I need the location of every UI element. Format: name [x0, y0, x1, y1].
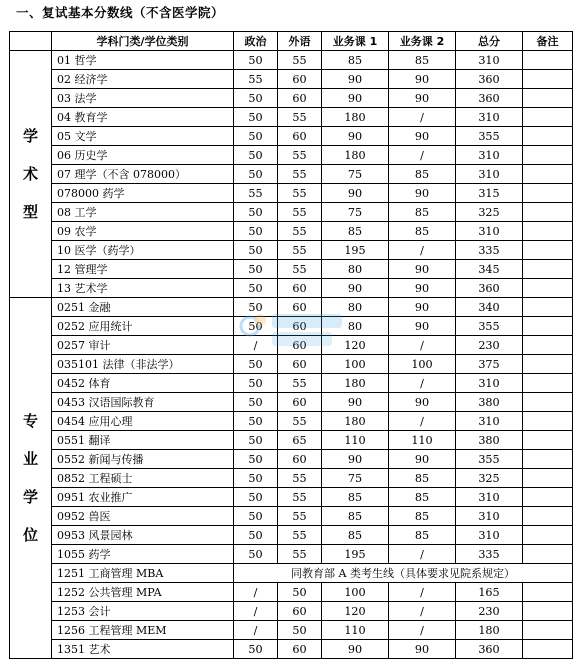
- total-cell: 230: [456, 336, 523, 355]
- course2-cell: 85: [389, 507, 456, 526]
- course1-cell: 100: [322, 355, 389, 374]
- note-cell: [523, 108, 573, 127]
- subject-cell: 035101 法律（非法学）: [52, 355, 234, 374]
- table-row: [10, 583, 573, 602]
- politics-cell: 50: [234, 51, 278, 70]
- note-cell: [523, 260, 573, 279]
- subject-cell: 1256 工程管理 MEM: [52, 621, 234, 640]
- subject-cell: 0454 应用心理: [52, 412, 234, 431]
- subject-cell: 07 理学（不含 078000）: [52, 165, 234, 184]
- group-label-char: 学: [22, 488, 38, 506]
- course2-cell: 90: [389, 298, 456, 317]
- table-row: [10, 222, 573, 241]
- note-cell: [523, 526, 573, 545]
- total-cell: 375: [456, 355, 523, 374]
- subject-cell: 0952 兽医: [52, 507, 234, 526]
- language-cell: 55: [278, 374, 322, 393]
- page-heading: 一、复试基本分数线（不含医学院）: [16, 5, 225, 20]
- header-group-cell: [10, 32, 52, 51]
- politics-cell: 50: [234, 165, 278, 184]
- note-cell: [523, 127, 573, 146]
- politics-cell: 50: [234, 355, 278, 374]
- language-cell: 60: [278, 602, 322, 621]
- language-cell: 55: [278, 165, 322, 184]
- politics-cell: 50: [234, 488, 278, 507]
- note-cell: [523, 640, 573, 659]
- table-row: [10, 260, 573, 279]
- table-row: [10, 184, 573, 203]
- table-row: [10, 317, 573, 336]
- course1-cell: 85: [322, 51, 389, 70]
- total-cell: 165: [456, 583, 523, 602]
- table-header-row: [10, 32, 573, 51]
- language-cell: 55: [278, 526, 322, 545]
- note-cell: [523, 298, 573, 317]
- subject-cell: 1251 工商管理 MBA: [52, 564, 234, 583]
- course2-cell: /: [389, 241, 456, 260]
- language-cell: 50: [278, 583, 322, 602]
- course1-cell: 75: [322, 469, 389, 488]
- subject-cell: 0953 风景园林: [52, 526, 234, 545]
- subject-cell: 03 法学: [52, 89, 234, 108]
- course1-cell: 110: [322, 431, 389, 450]
- table-body: [10, 51, 573, 659]
- note-cell: [523, 184, 573, 203]
- course1-cell: 90: [322, 279, 389, 298]
- course2-cell: 85: [389, 51, 456, 70]
- politics-cell: 50: [234, 279, 278, 298]
- politics-cell: 50: [234, 374, 278, 393]
- header-subject: 学科门类/学位类别: [52, 32, 234, 51]
- politics-cell: /: [234, 621, 278, 640]
- course2-cell: 90: [389, 393, 456, 412]
- table-row: [10, 374, 573, 393]
- language-cell: 55: [278, 507, 322, 526]
- total-cell: 345: [456, 260, 523, 279]
- course2-cell: /: [389, 621, 456, 640]
- total-cell: 360: [456, 70, 523, 89]
- note-cell: [523, 488, 573, 507]
- table-row: [10, 640, 573, 659]
- course2-cell: 90: [389, 260, 456, 279]
- course1-cell: 90: [322, 184, 389, 203]
- language-cell: 60: [278, 393, 322, 412]
- note-cell: [523, 545, 573, 564]
- group-label-char: 专: [22, 412, 38, 430]
- table-row: [10, 146, 573, 165]
- note-cell: [523, 431, 573, 450]
- course1-cell: 85: [322, 488, 389, 507]
- header-total: 总分: [456, 32, 523, 51]
- subject-cell: 0257 审计: [52, 336, 234, 355]
- course2-cell: 85: [389, 222, 456, 241]
- note-cell: [523, 412, 573, 431]
- score-table: [9, 31, 573, 659]
- note-cell: [523, 279, 573, 298]
- subject-cell: 0453 汉语国际教育: [52, 393, 234, 412]
- total-cell: 310: [456, 412, 523, 431]
- table-row: [10, 70, 573, 89]
- course2-cell: 110: [389, 431, 456, 450]
- politics-cell: 55: [234, 70, 278, 89]
- language-cell: 55: [278, 51, 322, 70]
- total-cell: 310: [456, 222, 523, 241]
- note-cell: [523, 146, 573, 165]
- course2-cell: 85: [389, 469, 456, 488]
- note-cell: [523, 393, 573, 412]
- total-cell: 355: [456, 317, 523, 336]
- language-cell: 60: [278, 450, 322, 469]
- total-cell: 230: [456, 602, 523, 621]
- total-cell: 325: [456, 203, 523, 222]
- table-row: [10, 621, 573, 640]
- politics-cell: 50: [234, 431, 278, 450]
- table-row: [10, 393, 573, 412]
- table-row: [10, 412, 573, 431]
- subject-cell: 12 管理学: [52, 260, 234, 279]
- language-cell: 55: [278, 203, 322, 222]
- subject-cell: 10 医学（药学）: [52, 241, 234, 260]
- table-row: [10, 602, 573, 621]
- table-row: [10, 203, 573, 222]
- note-cell: [523, 89, 573, 108]
- politics-cell: 50: [234, 203, 278, 222]
- politics-cell: 50: [234, 640, 278, 659]
- course1-cell: 80: [322, 260, 389, 279]
- subject-cell: 0951 农业推广: [52, 488, 234, 507]
- language-cell: 60: [278, 127, 322, 146]
- note-cell: [523, 374, 573, 393]
- course2-cell: 85: [389, 526, 456, 545]
- politics-cell: 50: [234, 469, 278, 488]
- course2-cell: /: [389, 583, 456, 602]
- group-label-char: 型: [22, 203, 38, 221]
- total-cell: 360: [456, 89, 523, 108]
- group-label-char: 术: [22, 165, 38, 183]
- subject-cell: 1253 会计: [52, 602, 234, 621]
- table-row: [10, 355, 573, 374]
- group-label-professional: [10, 298, 52, 659]
- subject-cell: 0452 体育: [52, 374, 234, 393]
- subject-cell: 05 文学: [52, 127, 234, 146]
- course1-cell: 100: [322, 583, 389, 602]
- subject-cell: 02 经济学: [52, 70, 234, 89]
- course2-cell: 90: [389, 317, 456, 336]
- course2-cell: /: [389, 374, 456, 393]
- language-cell: 55: [278, 108, 322, 127]
- note-cell: [523, 222, 573, 241]
- header-language: 外语: [278, 32, 322, 51]
- table-row: [10, 279, 573, 298]
- table-row: [10, 165, 573, 184]
- language-cell: 60: [278, 279, 322, 298]
- subject-cell: 09 农学: [52, 222, 234, 241]
- total-cell: 335: [456, 545, 523, 564]
- note-cell: [523, 355, 573, 374]
- table-row: [10, 507, 573, 526]
- politics-cell: 50: [234, 450, 278, 469]
- course2-cell: 90: [389, 279, 456, 298]
- group-label-char: 学: [22, 127, 38, 145]
- note-cell: [523, 469, 573, 488]
- subject-cell: 0252 应用统计: [52, 317, 234, 336]
- table-row: [10, 488, 573, 507]
- course2-cell: 90: [389, 640, 456, 659]
- total-cell: 310: [456, 108, 523, 127]
- politics-cell: 50: [234, 298, 278, 317]
- total-cell: 310: [456, 526, 523, 545]
- language-cell: 65: [278, 431, 322, 450]
- course1-cell: 180: [322, 146, 389, 165]
- language-cell: 55: [278, 184, 322, 203]
- header-course2: 业务课 2: [389, 32, 456, 51]
- merged-note-cell: 同教育部 A 类考生线（具体要求见院系规定）: [234, 564, 573, 583]
- total-cell: 380: [456, 431, 523, 450]
- table-row: [10, 545, 573, 564]
- course2-cell: /: [389, 602, 456, 621]
- course2-cell: /: [389, 336, 456, 355]
- politics-cell: /: [234, 336, 278, 355]
- table-row: [10, 450, 573, 469]
- note-cell: [523, 51, 573, 70]
- note-cell: [523, 241, 573, 260]
- course2-cell: 90: [389, 70, 456, 89]
- total-cell: 380: [456, 393, 523, 412]
- politics-cell: 50: [234, 317, 278, 336]
- subject-cell: 078000 药学: [52, 184, 234, 203]
- table-row: [10, 51, 573, 70]
- course1-cell: 110: [322, 621, 389, 640]
- subject-cell: 1252 公共管理 MPA: [52, 583, 234, 602]
- language-cell: 55: [278, 222, 322, 241]
- course1-cell: 90: [322, 127, 389, 146]
- politics-cell: 50: [234, 108, 278, 127]
- politics-cell: 50: [234, 146, 278, 165]
- total-cell: 360: [456, 279, 523, 298]
- table-row: [10, 89, 573, 108]
- note-cell: [523, 70, 573, 89]
- table-row: [10, 431, 573, 450]
- note-cell: [523, 450, 573, 469]
- note-cell: [523, 317, 573, 336]
- course1-cell: 85: [322, 222, 389, 241]
- table-row: [10, 108, 573, 127]
- course1-cell: 180: [322, 374, 389, 393]
- table-row: [10, 564, 573, 583]
- language-cell: 55: [278, 545, 322, 564]
- course2-cell: 90: [389, 89, 456, 108]
- note-cell: [523, 165, 573, 184]
- course2-cell: /: [389, 108, 456, 127]
- politics-cell: 55: [234, 184, 278, 203]
- course1-cell: 90: [322, 640, 389, 659]
- course2-cell: /: [389, 412, 456, 431]
- politics-cell: 50: [234, 412, 278, 431]
- course1-cell: 75: [322, 203, 389, 222]
- course1-cell: 90: [322, 89, 389, 108]
- course1-cell: 180: [322, 412, 389, 431]
- politics-cell: 50: [234, 507, 278, 526]
- course1-cell: 85: [322, 526, 389, 545]
- note-cell: [523, 336, 573, 355]
- table-row: [10, 127, 573, 146]
- language-cell: 60: [278, 298, 322, 317]
- politics-cell: 50: [234, 89, 278, 108]
- language-cell: 55: [278, 488, 322, 507]
- language-cell: 55: [278, 146, 322, 165]
- subject-cell: 0852 工程硕士: [52, 469, 234, 488]
- politics-cell: 50: [234, 393, 278, 412]
- table-row: [10, 526, 573, 545]
- total-cell: 325: [456, 469, 523, 488]
- politics-cell: 50: [234, 127, 278, 146]
- politics-cell: 50: [234, 222, 278, 241]
- total-cell: 310: [456, 165, 523, 184]
- subject-cell: 13 艺术学: [52, 279, 234, 298]
- politics-cell: /: [234, 602, 278, 621]
- total-cell: 355: [456, 450, 523, 469]
- group-label-char: 位: [22, 526, 38, 544]
- header-politics: 政治: [234, 32, 278, 51]
- course2-cell: /: [389, 545, 456, 564]
- course1-cell: 180: [322, 108, 389, 127]
- course2-cell: 90: [389, 127, 456, 146]
- language-cell: 55: [278, 260, 322, 279]
- politics-cell: 50: [234, 260, 278, 279]
- course2-cell: 85: [389, 165, 456, 184]
- total-cell: 310: [456, 488, 523, 507]
- language-cell: 60: [278, 70, 322, 89]
- note-cell: [523, 621, 573, 640]
- total-cell: 310: [456, 374, 523, 393]
- course1-cell: 90: [322, 450, 389, 469]
- course1-cell: 90: [322, 70, 389, 89]
- total-cell: 355: [456, 127, 523, 146]
- course2-cell: 90: [389, 450, 456, 469]
- course1-cell: 80: [322, 317, 389, 336]
- course1-cell: 80: [322, 298, 389, 317]
- header-note: 备注: [523, 32, 573, 51]
- group-label-academic: [10, 51, 52, 298]
- subject-cell: 1055 药学: [52, 545, 234, 564]
- language-cell: 55: [278, 469, 322, 488]
- language-cell: 60: [278, 355, 322, 374]
- subject-cell: 04 教育学: [52, 108, 234, 127]
- total-cell: 180: [456, 621, 523, 640]
- course2-cell: 85: [389, 488, 456, 507]
- subject-cell: 01 哲学: [52, 51, 234, 70]
- language-cell: 60: [278, 640, 322, 659]
- total-cell: 340: [456, 298, 523, 317]
- table-row: [10, 336, 573, 355]
- course1-cell: 90: [322, 393, 389, 412]
- language-cell: 60: [278, 317, 322, 336]
- header-course1: 业务课 1: [322, 32, 389, 51]
- total-cell: 335: [456, 241, 523, 260]
- total-cell: 360: [456, 640, 523, 659]
- subject-cell: 1351 艺术: [52, 640, 234, 659]
- group-label-char: 业: [22, 450, 38, 468]
- course2-cell: 90: [389, 184, 456, 203]
- language-cell: 55: [278, 412, 322, 431]
- language-cell: 60: [278, 336, 322, 355]
- politics-cell: 50: [234, 241, 278, 260]
- course2-cell: 85: [389, 203, 456, 222]
- course1-cell: 75: [322, 165, 389, 184]
- total-cell: 310: [456, 51, 523, 70]
- language-cell: 55: [278, 241, 322, 260]
- course1-cell: 85: [322, 507, 389, 526]
- course2-cell: 100: [389, 355, 456, 374]
- total-cell: 310: [456, 507, 523, 526]
- politics-cell: 50: [234, 545, 278, 564]
- course1-cell: 120: [322, 336, 389, 355]
- subject-cell: 0552 新闻与传播: [52, 450, 234, 469]
- course2-cell: /: [389, 146, 456, 165]
- politics-cell: /: [234, 583, 278, 602]
- course1-cell: 195: [322, 545, 389, 564]
- note-cell: [523, 507, 573, 526]
- total-cell: 315: [456, 184, 523, 203]
- subject-cell: 0551 翻译: [52, 431, 234, 450]
- note-cell: [523, 203, 573, 222]
- note-cell: [523, 602, 573, 621]
- course1-cell: 195: [322, 241, 389, 260]
- language-cell: 60: [278, 89, 322, 108]
- total-cell: 310: [456, 146, 523, 165]
- subject-cell: 08 工学: [52, 203, 234, 222]
- table-row: [10, 298, 573, 317]
- subject-cell: 0251 金融: [52, 298, 234, 317]
- language-cell: 50: [278, 621, 322, 640]
- table-row: [10, 241, 573, 260]
- subject-cell: 06 历史学: [52, 146, 234, 165]
- table-row: [10, 469, 573, 488]
- politics-cell: 50: [234, 526, 278, 545]
- course1-cell: 120: [322, 602, 389, 621]
- note-cell: [523, 583, 573, 602]
